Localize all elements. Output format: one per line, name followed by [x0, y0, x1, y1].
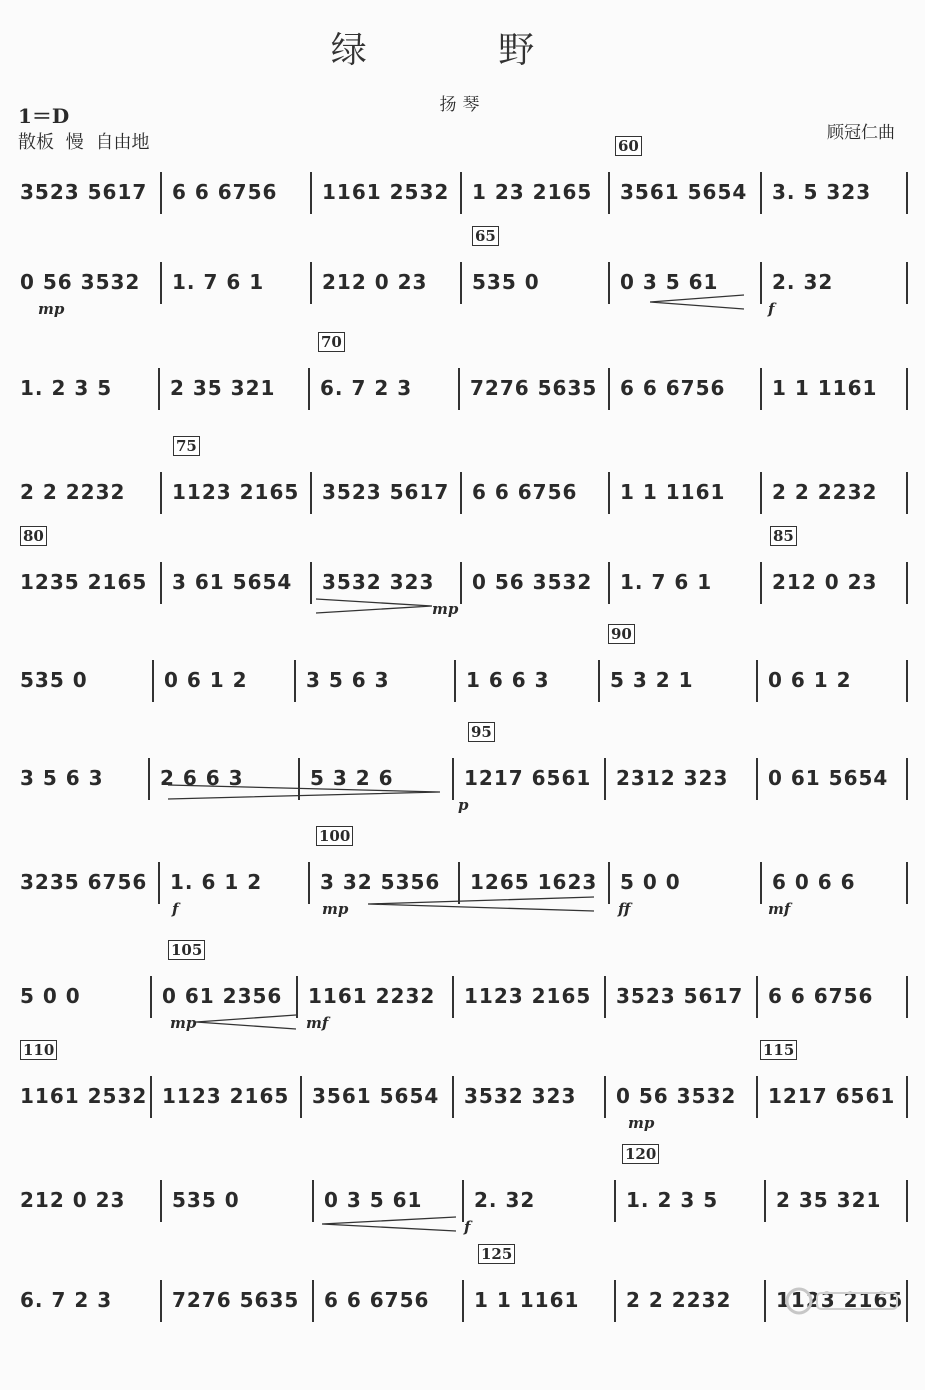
measure: 0 3 5 61 — [620, 270, 719, 294]
measure: 5 3 2 1 — [610, 668, 694, 692]
bar-line — [608, 172, 610, 214]
measure-number: 105 — [168, 940, 205, 960]
measure: 1161 2532 — [20, 1084, 148, 1108]
bar-line — [452, 1076, 454, 1118]
measure: 6 6 6756 — [172, 180, 278, 204]
bar-line — [460, 172, 462, 214]
bar-line — [760, 562, 762, 604]
measure: 3 61 5654 — [172, 570, 293, 594]
bar-line — [294, 660, 296, 702]
measure: 0 61 5654 — [768, 766, 889, 790]
bar-line — [906, 758, 908, 800]
measure: 1. 2 3 5 — [626, 1188, 719, 1212]
measure: 212 0 23 — [322, 270, 428, 294]
bar-line — [906, 172, 908, 214]
bar-line — [310, 262, 312, 304]
bar-line — [906, 1076, 908, 1118]
crescendo-hairpin — [650, 294, 744, 310]
bar-line — [458, 368, 460, 410]
measure: 1235 2165 — [20, 570, 148, 594]
measure: 1123 2165 — [172, 480, 300, 504]
measure: 3 5 6 3 — [20, 766, 104, 790]
measure: 1123 2165 — [162, 1084, 290, 1108]
measure-number: 70 — [318, 332, 345, 352]
bar-line — [756, 1076, 758, 1118]
measure-number: 80 — [20, 526, 47, 546]
score-line — [0, 527, 925, 672]
bar-line — [906, 368, 908, 410]
score-line — [0, 827, 925, 972]
bar-line — [310, 172, 312, 214]
dynamic-marking: f — [768, 300, 775, 318]
measure-number: 65 — [472, 226, 499, 246]
bar-line — [760, 172, 762, 214]
bar-line — [158, 368, 160, 410]
measure: 3523 5617 — [616, 984, 744, 1008]
bar-line — [906, 1180, 908, 1222]
measure: 1217 6561 — [768, 1084, 896, 1108]
measure: 6. 7 2 3 — [320, 376, 413, 400]
bar-line — [310, 472, 312, 514]
bar-line — [160, 262, 162, 304]
measure: 3561 5654 — [312, 1084, 440, 1108]
measure: 3. 5 323 — [772, 180, 872, 204]
bar-line — [300, 1076, 302, 1118]
measure-number: 115 — [760, 1040, 797, 1060]
measure: 6 0 6 6 — [772, 870, 856, 894]
measure: 3 5 6 3 — [306, 668, 390, 692]
bar-line — [160, 562, 162, 604]
bar-line — [906, 862, 908, 904]
measure: 2 35 321 — [170, 376, 276, 400]
measure: 0 56 3532 — [616, 1084, 737, 1108]
bar-line — [460, 472, 462, 514]
bar-line — [906, 262, 908, 304]
dynamic-marking: mf — [768, 900, 791, 918]
measure: 2 35 321 — [776, 1188, 882, 1212]
bar-line — [308, 368, 310, 410]
measure: 1123 2165 — [464, 984, 592, 1008]
measure: 0 56 3532 — [472, 570, 593, 594]
bar-line — [604, 976, 606, 1018]
bar-line — [604, 1076, 606, 1118]
measure: 6 6 6756 — [324, 1288, 430, 1312]
crescendo-hairpin — [322, 1216, 456, 1232]
score-line — [0, 941, 925, 1086]
bar-line — [460, 262, 462, 304]
measure-number: 95 — [468, 722, 495, 742]
measure: 7276 5635 — [172, 1288, 300, 1312]
measure: 7276 5635 — [470, 376, 598, 400]
crescendo-hairpin — [196, 1014, 296, 1030]
instrument-label: 扬琴 — [439, 95, 486, 115]
measure: 0 6 1 2 — [768, 668, 852, 692]
bar-line — [764, 1280, 766, 1322]
bar-line — [906, 1280, 908, 1322]
measure: 1 1 1161 — [620, 480, 726, 504]
measure: 3523 5617 — [322, 480, 450, 504]
measure: 2 6 6 3 — [160, 766, 244, 790]
dynamic-marking: mp — [432, 600, 459, 618]
key-signature: 1＝D — [18, 104, 70, 128]
score-line — [0, 333, 925, 478]
score-line — [0, 1145, 925, 1290]
bar-line — [608, 472, 610, 514]
bar-line — [906, 472, 908, 514]
measure: 2. 32 — [474, 1188, 536, 1212]
bar-line — [760, 368, 762, 410]
measure: 5 0 0 — [620, 870, 681, 894]
diminuendo-hairpin — [316, 598, 432, 614]
bar-line — [150, 1076, 152, 1118]
measure: 0 56 3532 — [20, 270, 141, 294]
bar-line — [906, 660, 908, 702]
measure: 2 2 2232 — [772, 480, 878, 504]
measure: 1265 1623 — [470, 870, 598, 894]
measure: 3523 5617 — [20, 180, 148, 204]
measure: 2 2 2232 — [20, 480, 126, 504]
measure-number: 85 — [770, 526, 797, 546]
bar-line — [614, 1280, 616, 1322]
bar-line — [312, 1180, 314, 1222]
dynamic-marking: f — [464, 1218, 471, 1236]
title: 绿 野 — [330, 30, 595, 71]
bar-line — [158, 862, 160, 904]
bar-line — [906, 562, 908, 604]
measure: 5 3 2 6 — [310, 766, 394, 790]
bar-line — [312, 1280, 314, 1322]
bar-line — [460, 562, 462, 604]
measure: 6. 7 2 3 — [20, 1288, 113, 1312]
tempo-marking: 散板 慢 自由地 — [18, 132, 150, 153]
measure: 535 0 — [172, 1188, 240, 1212]
measure-number: 100 — [316, 826, 353, 846]
bar-line — [160, 172, 162, 214]
score-line — [0, 723, 925, 868]
measure-number: 110 — [20, 1040, 57, 1060]
dynamic-marking: ff — [618, 900, 631, 918]
measure: 3561 5654 — [620, 180, 748, 204]
measure: 0 61 2356 — [162, 984, 283, 1008]
dynamic-marking: mp — [628, 1114, 655, 1132]
bar-line — [160, 472, 162, 514]
bar-line — [598, 660, 600, 702]
measure: 3532 323 — [464, 1084, 577, 1108]
bar-line — [608, 862, 610, 904]
score-line — [0, 227, 925, 372]
measure: 1217 6561 — [464, 766, 592, 790]
crescendo-hairpin — [368, 896, 594, 912]
dynamic-marking: mp — [170, 1014, 197, 1032]
measure: 535 0 — [472, 270, 540, 294]
measure-number: 120 — [622, 1144, 659, 1164]
bar-line — [614, 1180, 616, 1222]
measure: 1161 2532 — [322, 180, 450, 204]
bar-line — [452, 758, 454, 800]
measure-number: 60 — [615, 136, 642, 156]
bar-line — [296, 976, 298, 1018]
measure: 3532 323 — [322, 570, 435, 594]
measure: 3 32 5356 — [320, 870, 441, 894]
bar-line — [760, 862, 762, 904]
measure: 535 0 — [20, 668, 88, 692]
diminuendo-hairpin — [168, 784, 440, 800]
measure: 1. 7 6 1 — [620, 570, 713, 594]
measure: 1123 2165 — [776, 1288, 904, 1312]
bar-line — [764, 1180, 766, 1222]
bar-line — [608, 262, 610, 304]
measure: 212 0 23 — [20, 1188, 126, 1212]
measure: 0 6 1 2 — [164, 668, 248, 692]
measure: 3235 6756 — [20, 870, 148, 894]
measure: 6 6 6756 — [472, 480, 578, 504]
measure: 1 1 1161 — [474, 1288, 580, 1312]
bar-line — [308, 862, 310, 904]
measure: 1161 2232 — [308, 984, 436, 1008]
dynamic-marking: f — [172, 900, 179, 918]
bar-line — [756, 976, 758, 1018]
bar-line — [454, 660, 456, 702]
composer: 顾冠仁曲 — [827, 123, 895, 143]
bar-line — [760, 472, 762, 514]
bar-line — [462, 1180, 464, 1222]
measure: 1. 2 3 5 — [20, 376, 113, 400]
measure: 1 1 1161 — [772, 376, 878, 400]
measure: 6 6 6756 — [768, 984, 874, 1008]
bar-line — [148, 758, 150, 800]
dynamic-marking: mf — [306, 1014, 329, 1032]
measure: 1 6 6 3 — [466, 668, 550, 692]
measure-number: 90 — [608, 624, 635, 644]
bar-line — [608, 368, 610, 410]
bar-line — [160, 1180, 162, 1222]
dynamic-marking: mp — [322, 900, 349, 918]
watermark-logo — [785, 1285, 905, 1324]
bar-line — [152, 660, 154, 702]
bar-line — [452, 976, 454, 1018]
measure: 2312 323 — [616, 766, 729, 790]
measure: 5 0 0 — [20, 984, 81, 1008]
score-line — [0, 625, 925, 770]
measure: 212 0 23 — [772, 570, 878, 594]
measure: 1. 6 1 2 — [170, 870, 263, 894]
measure: 0 3 5 61 — [324, 1188, 423, 1212]
measure: 2 2 2232 — [626, 1288, 732, 1312]
measure: 1 23 2165 — [472, 180, 593, 204]
bar-line — [150, 976, 152, 1018]
bar-line — [756, 758, 758, 800]
bar-line — [608, 562, 610, 604]
score-line — [0, 1041, 925, 1186]
bar-line — [310, 562, 312, 604]
measure: 2. 32 — [772, 270, 834, 294]
bar-line — [906, 976, 908, 1018]
bar-line — [604, 758, 606, 800]
bar-line — [756, 660, 758, 702]
bar-line — [160, 1280, 162, 1322]
measure: 6 6 6756 — [620, 376, 726, 400]
dynamic-marking: mp — [38, 300, 65, 318]
bar-line — [760, 262, 762, 304]
dynamic-marking: p — [458, 796, 469, 814]
bar-line — [462, 1280, 464, 1322]
measure-number: 75 — [173, 436, 200, 456]
measure: 1. 7 6 1 — [172, 270, 265, 294]
measure-number: 125 — [478, 1244, 515, 1264]
